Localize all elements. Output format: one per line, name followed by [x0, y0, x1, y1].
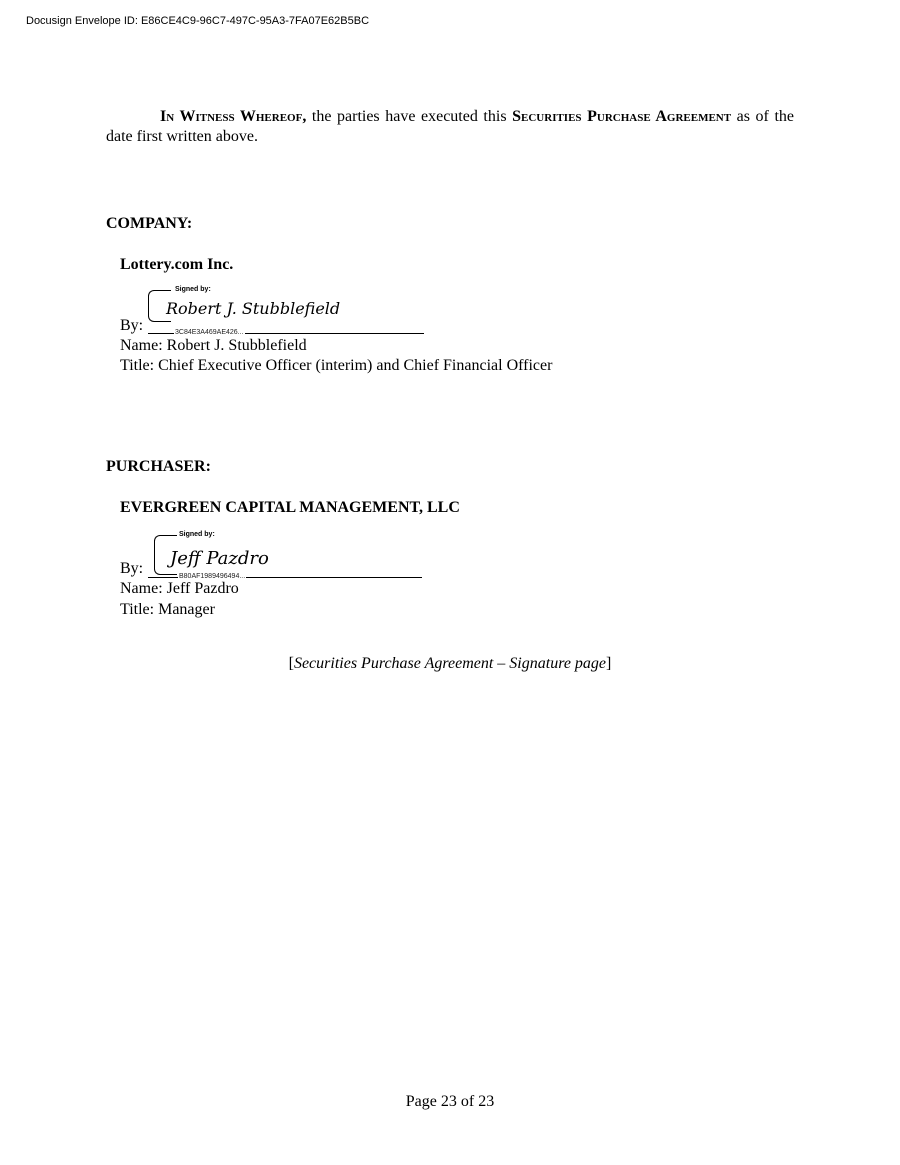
- witness-text-2: as of the date first written above.: [106, 108, 795, 145]
- company-title-line: Title: Chief Executive Officer (interim) and Chief Financial Officer: [120, 357, 553, 374]
- purchaser-name-line: Name: Jeff Pazdro: [120, 580, 239, 597]
- signature-page-caption: [0, 655, 900, 673]
- agreement-name: Securities Purchase Agreement: [512, 108, 732, 125]
- witness-paragraph: [106, 107, 794, 147]
- purchaser-entity: EVERGREEN CAPITAL MANAGEMENT, LLC: [120, 499, 460, 516]
- purchaser-signature-id: B80AF1989496494...: [179, 573, 246, 580]
- witness-lead: In Witness Whereof,: [160, 108, 307, 125]
- caption-close-bracket: ]: [606, 655, 612, 672]
- caption-text: Securities Purchase Agreement – Signature page: [293, 655, 607, 672]
- purchaser-signature: Jeff Pazdro: [170, 548, 269, 569]
- company-signature: Robert J. Stubblefield: [166, 299, 341, 318]
- purchaser-title-line: Title: Manager: [120, 601, 215, 618]
- company-signature-id: 3C84E3A469AE426...: [175, 329, 244, 336]
- purchaser-signed-by-label: Signed by:: [179, 531, 215, 538]
- company-signed-by-label: Signed by:: [175, 286, 211, 293]
- company-by-label: By:: [120, 317, 144, 334]
- company-entity: Lottery.com Inc.: [120, 256, 234, 273]
- purchaser-by-label: By:: [120, 560, 144, 577]
- company-name-line: Name: Robert J. Stubblefield: [120, 337, 307, 354]
- witness-text-1: the parties have executed this: [306, 108, 513, 125]
- company-heading: COMPANY:: [106, 215, 193, 232]
- envelope-id: Docusign Envelope ID: E86CE4C9-96C7-497C-95A3-7FA07E62B5BC: [26, 15, 370, 27]
- purchaser-heading: PURCHASER:: [106, 458, 211, 475]
- page-number: Page 23 of 23: [405, 1093, 495, 1110]
- caption-open-bracket: [: [288, 655, 294, 672]
